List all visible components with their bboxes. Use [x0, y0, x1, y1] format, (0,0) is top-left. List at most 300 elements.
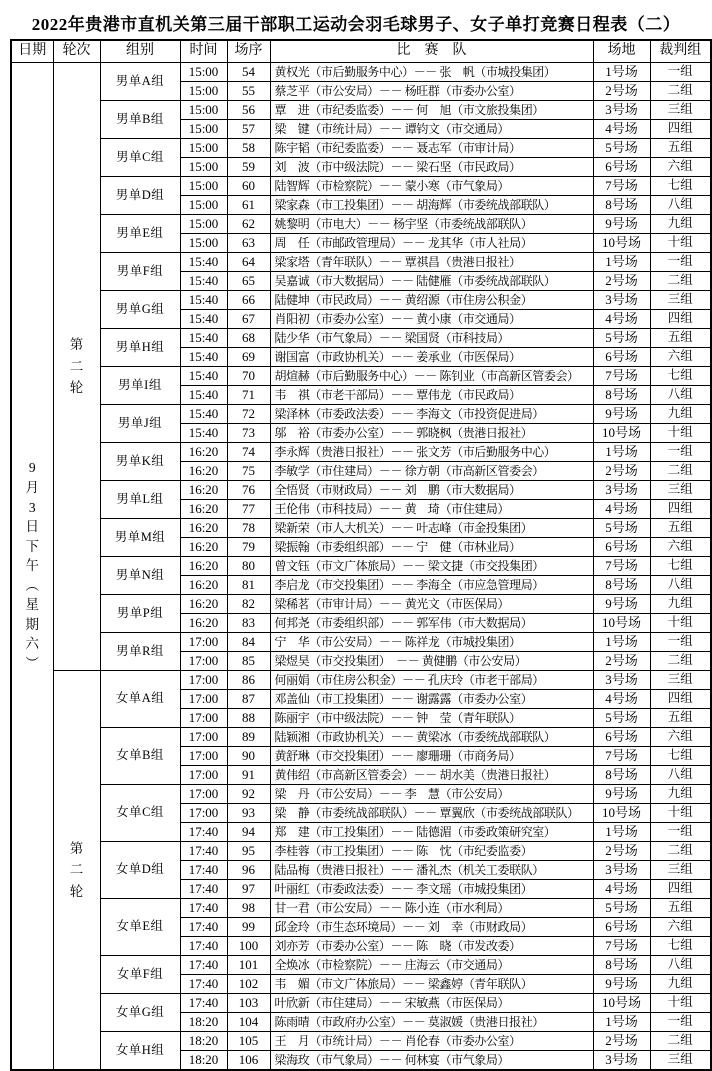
teams-cell: 吴嘉诚（市大数据局）－－ 陆健雁（市委统战部联队） [270, 272, 593, 291]
venue-cell: 2号场 [593, 842, 650, 861]
referee-cell: 八组 [650, 196, 711, 215]
venue-cell: 4号场 [593, 690, 650, 709]
venue-cell: 2号场 [593, 82, 650, 101]
teams-cell: 全悟贤（市财政局）－－ 刘 鹏（市大数据局） [270, 481, 593, 500]
referee-cell: 七组 [650, 557, 711, 576]
time-cell: 16:20 [180, 500, 227, 519]
venue-cell: 3号场 [593, 671, 650, 690]
match-no-cell: 95 [227, 842, 270, 861]
match-no-cell: 55 [227, 82, 270, 101]
group-cell: 女单C组 [100, 785, 180, 842]
referee-cell: 七组 [650, 367, 711, 386]
time-cell: 15:40 [180, 253, 227, 272]
teams-cell: 陆健坤（市民政局）－－ 黄绍源（市住房公积金） [270, 291, 593, 310]
referee-cell: 八组 [650, 576, 711, 595]
teams-cell: 刘 波（市中级法院）－－ 梁石坚（市民政局） [270, 158, 593, 177]
venue-cell: 3号场 [593, 481, 650, 500]
teams-cell: 胡煊赫（市后勤服务中心）－－ 陈钊业（市高新区管委会） [270, 367, 593, 386]
referee-cell: 二组 [650, 462, 711, 481]
teams-cell: 王 月（市统计局）－－ 肖伦春（市委办公室） [270, 1032, 593, 1051]
teams-cell: 肖阳初（市委办公室）－－ 黄小康（市交通局） [270, 310, 593, 329]
group-cell: 男单C组 [100, 139, 180, 177]
venue-cell: 3号场 [593, 101, 650, 120]
teams-cell: 陈雨晴（市政府办公室）－－ 莫淑媛（贵港日报社） [270, 1013, 593, 1032]
referee-cell: 一组 [650, 1013, 711, 1032]
time-cell: 15:00 [180, 82, 227, 101]
group-cell: 男单F组 [100, 253, 180, 291]
time-cell: 15:00 [180, 139, 227, 158]
match-row-80 [11, 557, 711, 576]
match-row-58 [11, 139, 711, 158]
venue-cell: 2号场 [593, 462, 650, 481]
match-no-cell: 61 [227, 196, 270, 215]
group-cell: 女单F组 [100, 956, 180, 994]
referee-cell: 四组 [650, 690, 711, 709]
time-cell: 17:00 [180, 747, 227, 766]
match-no-cell: 69 [227, 348, 270, 367]
teams-cell: 李永辉（贵港日报社）－－ 张文芳（市后勤服务中心） [270, 443, 593, 462]
referee-cell: 一组 [650, 443, 711, 462]
venue-cell: 1号场 [593, 1013, 650, 1032]
match-no-cell: 57 [227, 120, 270, 139]
group-cell: 女单E组 [100, 899, 180, 956]
group-cell: 男单J组 [100, 405, 180, 443]
match-row-64 [11, 253, 711, 272]
group-cell: 男单P组 [100, 595, 180, 633]
time-cell: 17:00 [180, 804, 227, 823]
teams-cell: 梁 键（市统计局）－－ 谭钧文（市交通局） [270, 120, 593, 139]
referee-cell: 三组 [650, 481, 711, 500]
match-no-cell: 81 [227, 576, 270, 595]
match-row-74 [11, 443, 711, 462]
teams-cell: 邓盖仙（市工投集团）－－ 谢露露（市委办公室） [270, 690, 593, 709]
group-cell: 男单E组 [100, 215, 180, 253]
venue-cell: 4号场 [593, 120, 650, 139]
teams-cell: 何邦尧（市委组织部）－－ 郭军伟（市大数据局） [270, 614, 593, 633]
referee-cell: 十组 [650, 994, 711, 1013]
match-no-cell: 94 [227, 823, 270, 842]
group-cell: 男单A组 [100, 63, 180, 101]
match-row-84 [11, 633, 711, 652]
referee-cell: 四组 [650, 880, 711, 899]
group-cell: 男单H组 [100, 329, 180, 367]
referee-cell: 六组 [650, 158, 711, 177]
referee-cell: 十组 [650, 804, 711, 823]
time-cell: 17:00 [180, 690, 227, 709]
time-cell: 17:00 [180, 652, 227, 671]
time-cell: 15:40 [180, 310, 227, 329]
header-teams: 比 赛 队 [270, 40, 593, 63]
venue-cell: 5号场 [593, 899, 650, 918]
referee-cell: 六组 [650, 538, 711, 557]
group-cell: 男单L组 [100, 481, 180, 519]
venue-cell: 8号场 [593, 956, 650, 975]
time-cell: 16:20 [180, 595, 227, 614]
time-cell: 17:40 [180, 842, 227, 861]
teams-cell: 邱金玲（市生态环境局）－－ 刘 幸（市财政局） [270, 918, 593, 937]
venue-cell: 10号场 [593, 424, 650, 443]
venue-cell: 6号场 [593, 348, 650, 367]
match-no-cell: 83 [227, 614, 270, 633]
venue-cell: 10号场 [593, 614, 650, 633]
time-cell: 16:20 [180, 462, 227, 481]
venue-cell: 1号场 [593, 253, 650, 272]
venue-cell: 5号场 [593, 709, 650, 728]
teams-cell: 陆颖湘（市政协机关）－－ 黄梁冰（市委统战部联队） [270, 728, 593, 747]
match-no-cell: 78 [227, 519, 270, 538]
teams-cell: 叶欣新（市住建局）－－ 宋敏燕（市医保局） [270, 994, 593, 1013]
time-cell: 17:40 [180, 956, 227, 975]
venue-cell: 4号场 [593, 880, 650, 899]
venue-cell: 3号场 [593, 1051, 650, 1071]
match-no-cell: 103 [227, 994, 270, 1013]
match-no-cell: 75 [227, 462, 270, 481]
venue-cell: 4号场 [593, 500, 650, 519]
time-cell: 15:00 [180, 101, 227, 120]
referee-cell: 三组 [650, 671, 711, 690]
group-cell: 男单I组 [100, 367, 180, 405]
match-no-cell: 90 [227, 747, 270, 766]
match-no-cell: 84 [227, 633, 270, 652]
time-cell: 16:20 [180, 481, 227, 500]
time-cell: 17:40 [180, 937, 227, 956]
venue-cell: 10号场 [593, 234, 650, 253]
venue-cell: 8号场 [593, 196, 650, 215]
teams-cell: 何丽娟（市住房公积金）－－ 孔庆玲（市老干部局） [270, 671, 593, 690]
teams-cell: 甘一君（市公安局）－－ 陈小连（市水利局） [270, 899, 593, 918]
match-row-98 [11, 899, 711, 918]
header-time: 时间 [180, 40, 227, 63]
match-no-cell: 74 [227, 443, 270, 462]
time-cell: 18:20 [180, 1013, 227, 1032]
group-cell: 女单A组 [100, 671, 180, 728]
header-referee: 裁判组 [650, 40, 711, 63]
round-cell-2 [53, 671, 100, 1071]
group-cell: 男单G组 [100, 291, 180, 329]
referee-cell: 二组 [650, 1032, 711, 1051]
match-no-cell: 89 [227, 728, 270, 747]
referee-cell: 七组 [650, 937, 711, 956]
time-cell: 16:20 [180, 519, 227, 538]
match-row-66 [11, 291, 711, 310]
referee-cell: 三组 [650, 1051, 711, 1071]
match-no-cell: 64 [227, 253, 270, 272]
header-order: 场序 [227, 40, 270, 63]
time-cell: 17:40 [180, 918, 227, 937]
match-no-cell: 105 [227, 1032, 270, 1051]
header-row [11, 40, 711, 63]
time-cell: 15:40 [180, 291, 227, 310]
venue-cell: 2号场 [593, 1032, 650, 1051]
header-group: 组别 [100, 40, 180, 63]
time-cell: 15:40 [180, 405, 227, 424]
referee-cell: 十组 [650, 234, 711, 253]
match-row-103 [11, 994, 711, 1013]
match-row-60 [11, 177, 711, 196]
match-no-cell: 62 [227, 215, 270, 234]
venue-cell: 5号场 [593, 139, 650, 158]
group-cell: 女单G组 [100, 994, 180, 1032]
teams-cell: 陆智辉（市检察院）－－ 蒙小寒（市气象局） [270, 177, 593, 196]
time-cell: 17:40 [180, 899, 227, 918]
match-no-cell: 68 [227, 329, 270, 348]
time-cell: 18:20 [180, 1051, 227, 1071]
venue-cell: 8号场 [593, 766, 650, 785]
venue-cell: 9号场 [593, 975, 650, 994]
time-cell: 15:00 [180, 177, 227, 196]
venue-cell: 1号场 [593, 823, 650, 842]
time-cell: 15:00 [180, 196, 227, 215]
venue-cell: 4号场 [593, 310, 650, 329]
teams-cell: 李桂蓉（市工投集团）－－ 陈 忱（市纪委监委） [270, 842, 593, 861]
match-no-cell: 54 [227, 63, 270, 82]
teams-cell: 郑 建（市工投集团）－－ 陆德湄（市委政策研究室） [270, 823, 593, 842]
match-no-cell: 72 [227, 405, 270, 424]
referee-cell: 二组 [650, 272, 711, 291]
time-cell: 15:00 [180, 120, 227, 139]
teams-cell: 陈丽宇（市中级法院）－－ 钟 莹（青年联队） [270, 709, 593, 728]
referee-cell: 三组 [650, 101, 711, 120]
referee-cell: 二组 [650, 82, 711, 101]
venue-cell: 6号场 [593, 728, 650, 747]
match-no-cell: 77 [227, 500, 270, 519]
match-row-54 [11, 63, 711, 82]
date-cell-text: 9 月 3 日 下 午 ︵ 星 期 六 ︶ [25, 460, 39, 672]
teams-cell: 宁 华（市公安局）－－ 陈祥龙（市城投集团） [270, 633, 593, 652]
venue-cell: 7号场 [593, 367, 650, 386]
referee-cell: 九组 [650, 215, 711, 234]
teams-cell: 黄伟绍（市高新区管委会）－－ 胡水美（贵港日报社） [270, 766, 593, 785]
match-no-cell: 70 [227, 367, 270, 386]
group-cell: 男单R组 [100, 633, 180, 671]
group-cell: 男单B组 [100, 101, 180, 139]
teams-cell: 李启龙（市交投集团）－－ 李海全（市应急管理局） [270, 576, 593, 595]
match-no-cell: 59 [227, 158, 270, 177]
teams-cell: 梁 静（市委统战部联队）－－ 覃翼欣（市委统战部联队） [270, 804, 593, 823]
referee-cell: 八组 [650, 766, 711, 785]
venue-cell: 9号场 [593, 215, 650, 234]
time-cell: 17:00 [180, 633, 227, 652]
match-row-72 [11, 405, 711, 424]
venue-cell: 2号场 [593, 652, 650, 671]
match-row-92 [11, 785, 711, 804]
group-cell: 女单H组 [100, 1032, 180, 1071]
venue-cell: 3号场 [593, 291, 650, 310]
time-cell: 16:20 [180, 576, 227, 595]
header-date: 日期 [11, 40, 53, 63]
time-cell: 15:00 [180, 215, 227, 234]
referee-cell: 一组 [650, 823, 711, 842]
teams-cell: 刘亦芳（市委办公室）－－ 陈 晓（市发改委） [270, 937, 593, 956]
venue-cell: 9号场 [593, 785, 650, 804]
teams-cell: 梁海玫（市气象局）－－ 何林宴（市气象局） [270, 1051, 593, 1071]
time-cell: 15:00 [180, 63, 227, 82]
match-no-cell: 86 [227, 671, 270, 690]
time-cell: 17:00 [180, 709, 227, 728]
referee-cell: 九组 [650, 595, 711, 614]
time-cell: 15:40 [180, 272, 227, 291]
teams-cell: 蔡芝平（市公安局）－－ 杨旺群（市委办公室） [270, 82, 593, 101]
referee-cell: 六组 [650, 348, 711, 367]
referee-cell: 九组 [650, 405, 711, 424]
match-no-cell: 99 [227, 918, 270, 937]
time-cell: 17:00 [180, 671, 227, 690]
match-row-89 [11, 728, 711, 747]
teams-cell: 周 任（市邮政管理局）－－ 龙其华（市人社局） [270, 234, 593, 253]
match-no-cell: 87 [227, 690, 270, 709]
match-row-95 [11, 842, 711, 861]
round-cell-1-text: 第 二 轮 [69, 337, 84, 396]
match-no-cell: 56 [227, 101, 270, 120]
group-cell: 男单D组 [100, 177, 180, 215]
time-cell: 15:40 [180, 424, 227, 443]
referee-cell: 三组 [650, 291, 711, 310]
venue-cell: 8号场 [593, 576, 650, 595]
match-row-76 [11, 481, 711, 500]
date-cell [11, 63, 53, 1071]
match-no-cell: 91 [227, 766, 270, 785]
venue-cell: 5号场 [593, 519, 650, 538]
referee-cell: 六组 [650, 918, 711, 937]
referee-cell: 九组 [650, 975, 711, 994]
match-row-82 [11, 595, 711, 614]
teams-cell: 曾文钰（市文广体旅局）－－ 梁文捷（市交投集团） [270, 557, 593, 576]
venue-cell: 1号场 [593, 633, 650, 652]
referee-cell: 七组 [650, 177, 711, 196]
match-no-cell: 101 [227, 956, 270, 975]
match-no-cell: 76 [227, 481, 270, 500]
match-row-101 [11, 956, 711, 975]
group-cell: 男单K组 [100, 443, 180, 481]
referee-cell: 六组 [650, 728, 711, 747]
header-venue: 场地 [593, 40, 650, 63]
match-row-68 [11, 329, 711, 348]
venue-cell: 9号场 [593, 595, 650, 614]
teams-cell: 梁泽林（市委政法委）－－ 李海文（市投资促进局） [270, 405, 593, 424]
header-round: 轮次 [53, 40, 100, 63]
referee-cell: 八组 [650, 386, 711, 405]
referee-cell: 二组 [650, 842, 711, 861]
time-cell: 15:40 [180, 329, 227, 348]
match-no-cell: 85 [227, 652, 270, 671]
match-row-70 [11, 367, 711, 386]
group-cell: 男单N组 [100, 557, 180, 595]
match-no-cell: 58 [227, 139, 270, 158]
teams-cell: 谢国富（市政协机关）－－ 姜承业（市医保局） [270, 348, 593, 367]
teams-cell: 梁煜昊（市交投集团） －－ 黄健鹏（市公安局） [270, 652, 593, 671]
match-no-cell: 98 [227, 899, 270, 918]
teams-cell: 梁家塔（青年联队）－－ 覃祺昌（贵港日报社） [270, 253, 593, 272]
venue-cell: 6号场 [593, 538, 650, 557]
teams-cell: 李敏学（市住建局）－－ 徐方朝（市高新区管委会） [270, 462, 593, 481]
match-no-cell: 82 [227, 595, 270, 614]
referee-cell: 五组 [650, 139, 711, 158]
venue-cell: 6号场 [593, 158, 650, 177]
match-no-cell: 104 [227, 1013, 270, 1032]
venue-cell: 2号场 [593, 272, 650, 291]
match-no-cell: 93 [227, 804, 270, 823]
referee-cell: 一组 [650, 633, 711, 652]
referee-cell: 七组 [650, 747, 711, 766]
referee-cell: 一组 [650, 63, 711, 82]
teams-cell: 梁稀茗（市审计局）－－ 黄光文（市医保局） [270, 595, 593, 614]
time-cell: 16:20 [180, 557, 227, 576]
venue-cell: 8号场 [593, 386, 650, 405]
teams-cell: 梁 丹（市公安局）－－ 李 慧（市公安局） [270, 785, 593, 804]
match-no-cell: 100 [227, 937, 270, 956]
teams-cell: 陆品梅（贵港日报社）－－ 潘礼杰（机关工委联队） [270, 861, 593, 880]
match-no-cell: 67 [227, 310, 270, 329]
schedule-table [10, 39, 712, 1071]
teams-cell: 梁家森（市工投集团）－－ 胡海辉（市委统战部联队） [270, 196, 593, 215]
match-row-62 [11, 215, 711, 234]
venue-cell: 7号场 [593, 557, 650, 576]
teams-cell: 覃 进（市纪委监委）－－ 何 旭（市文旅投集团） [270, 101, 593, 120]
teams-cell: 梁振翰（市委组织部）－－ 宁 健（市林业局） [270, 538, 593, 557]
referee-cell: 五组 [650, 899, 711, 918]
referee-cell: 二组 [650, 652, 711, 671]
match-no-cell: 88 [227, 709, 270, 728]
match-no-cell: 92 [227, 785, 270, 804]
time-cell: 17:00 [180, 728, 227, 747]
match-no-cell: 106 [227, 1051, 270, 1071]
venue-cell: 7号场 [593, 937, 650, 956]
time-cell: 17:40 [180, 861, 227, 880]
round-cell-1 [53, 63, 100, 671]
venue-cell: 7号场 [593, 747, 650, 766]
referee-cell: 三组 [650, 861, 711, 880]
teams-cell: 黄权光（市后勤服务中心）－－ 张 帆（市城投集团） [270, 63, 593, 82]
teams-cell: 韦 祺（市老干部局）－－ 覃伟龙（市民政局） [270, 386, 593, 405]
referee-cell: 一组 [650, 253, 711, 272]
teams-cell: 黄舒琳（市交投集团）－－ 廖珊珊（市商务局） [270, 747, 593, 766]
time-cell: 17:40 [180, 994, 227, 1013]
match-row-78 [11, 519, 711, 538]
match-no-cell: 102 [227, 975, 270, 994]
referee-cell: 四组 [650, 500, 711, 519]
referee-cell: 八组 [650, 956, 711, 975]
teams-cell: 王伦伟（市科技局）－－ 黄 琦（市住建局） [270, 500, 593, 519]
teams-cell: 韦 媚（市文广体旅局）－－ 梁鑫婷（青年联队） [270, 975, 593, 994]
page-title: 2022年贵港市直机关第三届干部职工运动会羽毛球男子、女子单打竞赛日程表（二） [31, 15, 681, 34]
time-cell: 15:40 [180, 367, 227, 386]
time-cell: 15:40 [180, 348, 227, 367]
match-row-56 [11, 101, 711, 120]
referee-cell: 四组 [650, 310, 711, 329]
teams-cell: 姚黎明（市电大）－－ 杨宇坚（市委统战部联队） [270, 215, 593, 234]
venue-cell: 1号场 [593, 63, 650, 82]
time-cell: 16:20 [180, 614, 227, 633]
match-no-cell: 73 [227, 424, 270, 443]
time-cell: 15:00 [180, 234, 227, 253]
venue-cell: 3号场 [593, 861, 650, 880]
time-cell: 17:40 [180, 975, 227, 994]
teams-cell: 全焕冰（市检察院）－－ 庄海云（市交通局） [270, 956, 593, 975]
teams-cell: 陆少华（市气象局）－－ 梁国贤（市科技局） [270, 329, 593, 348]
time-cell: 16:20 [180, 443, 227, 462]
match-no-cell: 66 [227, 291, 270, 310]
referee-cell: 四组 [650, 120, 711, 139]
match-no-cell: 80 [227, 557, 270, 576]
time-cell: 16:20 [180, 538, 227, 557]
referee-cell: 十组 [650, 424, 711, 443]
referee-cell: 十组 [650, 614, 711, 633]
time-cell: 17:00 [180, 766, 227, 785]
round-cell-2-text: 第 二 轮 [69, 840, 84, 899]
match-no-cell: 96 [227, 861, 270, 880]
time-cell: 17:40 [180, 880, 227, 899]
teams-cell: 叶丽红（市委政法委）－－ 李文瑶（市城投集团） [270, 880, 593, 899]
